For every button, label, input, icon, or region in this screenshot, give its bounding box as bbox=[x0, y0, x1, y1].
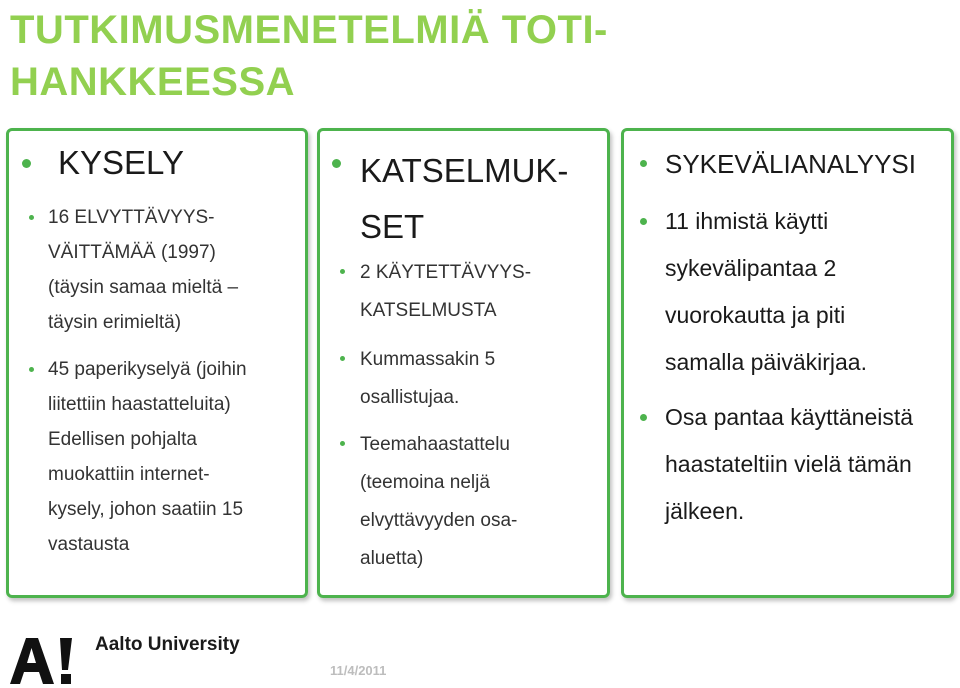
katselmukset-item-3 bbox=[360, 426, 517, 578]
kysely-item-2-line: kysely, johon saatiin 15 bbox=[48, 499, 244, 520]
katselmukset-item-3-line: elvyttävyyden osa- bbox=[360, 510, 518, 531]
sykevalianalyysi-item-1 bbox=[665, 198, 867, 386]
kysely-item-1-line: täysin erimieltä) bbox=[48, 312, 182, 333]
kysely-item-1-line: VÄITTÄMÄÄ (1997) bbox=[48, 242, 216, 263]
katselmukset-heading bbox=[360, 143, 568, 255]
bullet-icon bbox=[340, 356, 345, 361]
sykevalianalyysi-item-1-line: sykevälipantaa 2 bbox=[665, 255, 837, 281]
kysely-item-1-line: (täysin samaa mieltä – bbox=[48, 277, 239, 298]
sykevalianalyysi-item-2-line: haastateltiin vielä tämän bbox=[665, 451, 912, 477]
kysely-item-2 bbox=[48, 352, 247, 562]
sykevalianalyysi-item-2-line: Osa pantaa käyttäneistä bbox=[665, 404, 914, 430]
katselmukset-item-2 bbox=[360, 341, 495, 417]
slide-date: 11/4/2011 bbox=[330, 663, 387, 678]
kysely-item-2-line: Edellisen pohjalta bbox=[48, 429, 197, 450]
bullet-icon bbox=[29, 215, 34, 220]
bullet-icon bbox=[340, 441, 345, 446]
katselmukset-item-1-line: KATSELMUSTA bbox=[360, 300, 497, 321]
sykevalianalyysi-item-2-line: jälkeen. bbox=[665, 498, 745, 524]
sykevalianalyysi-item-1-line: vuorokautta ja piti bbox=[665, 302, 846, 328]
katselmukset-item-1-line: 2 KÄYTETTÄVYYS- bbox=[360, 262, 532, 283]
bullet-icon bbox=[340, 269, 345, 274]
katselmukset-item-1 bbox=[360, 254, 531, 330]
katselmukset-item-3-line: aluetta) bbox=[360, 548, 424, 569]
bullet-icon bbox=[640, 414, 647, 421]
kysely-item-2-line: liitettiin haastatteluita) bbox=[48, 394, 231, 415]
katselmukset-item-2-line: Kummassakin 5 bbox=[360, 349, 496, 370]
sykevalianalyysi-item-1-line: samalla päiväkirjaa. bbox=[665, 349, 867, 375]
bullet-icon bbox=[22, 159, 31, 168]
bullet-icon bbox=[29, 367, 34, 372]
sykevalianalyysi-item-2 bbox=[665, 394, 913, 535]
katselmukset-item-2-line: osallistujaa. bbox=[360, 387, 460, 408]
katselmukset-heading-line: SET bbox=[360, 208, 425, 245]
kysely-item-2-line: muokattiin internet- bbox=[48, 464, 210, 485]
katselmukset-item-3-line: (teemoina neljä bbox=[360, 472, 490, 493]
title-line-1: TUTKIMUSMENETELMIÄ TOTI- bbox=[10, 8, 608, 52]
title-line-2: HANKKEESSA bbox=[10, 60, 296, 104]
bullet-icon bbox=[332, 159, 341, 168]
kysely-item-1 bbox=[48, 200, 238, 340]
kysely-item-2-line: 45 paperikyselyä (joihin bbox=[48, 359, 247, 380]
katselmukset-item-3-line: Teemahaastattelu bbox=[360, 434, 510, 455]
kysely-heading: KYSELY bbox=[58, 144, 184, 181]
bullet-icon bbox=[640, 160, 647, 167]
aalto-brand: Aalto University bbox=[95, 634, 240, 655]
bullet-icon bbox=[640, 218, 647, 225]
kysely-item-1-line: 16 ELVYTTÄVYYS- bbox=[48, 207, 215, 228]
katselmukset-heading-line: KATSELMUK- bbox=[360, 152, 569, 189]
kysely-item-2-line: vastausta bbox=[48, 534, 130, 555]
sykevalianalyysi-item-1-line: 11 ihmistä käytti bbox=[665, 208, 829, 234]
sykevalianalyysi-heading: SYKEVÄLIANALYYSI bbox=[665, 149, 916, 179]
aalto-logo bbox=[10, 636, 80, 686]
slide-title bbox=[10, 4, 950, 108]
